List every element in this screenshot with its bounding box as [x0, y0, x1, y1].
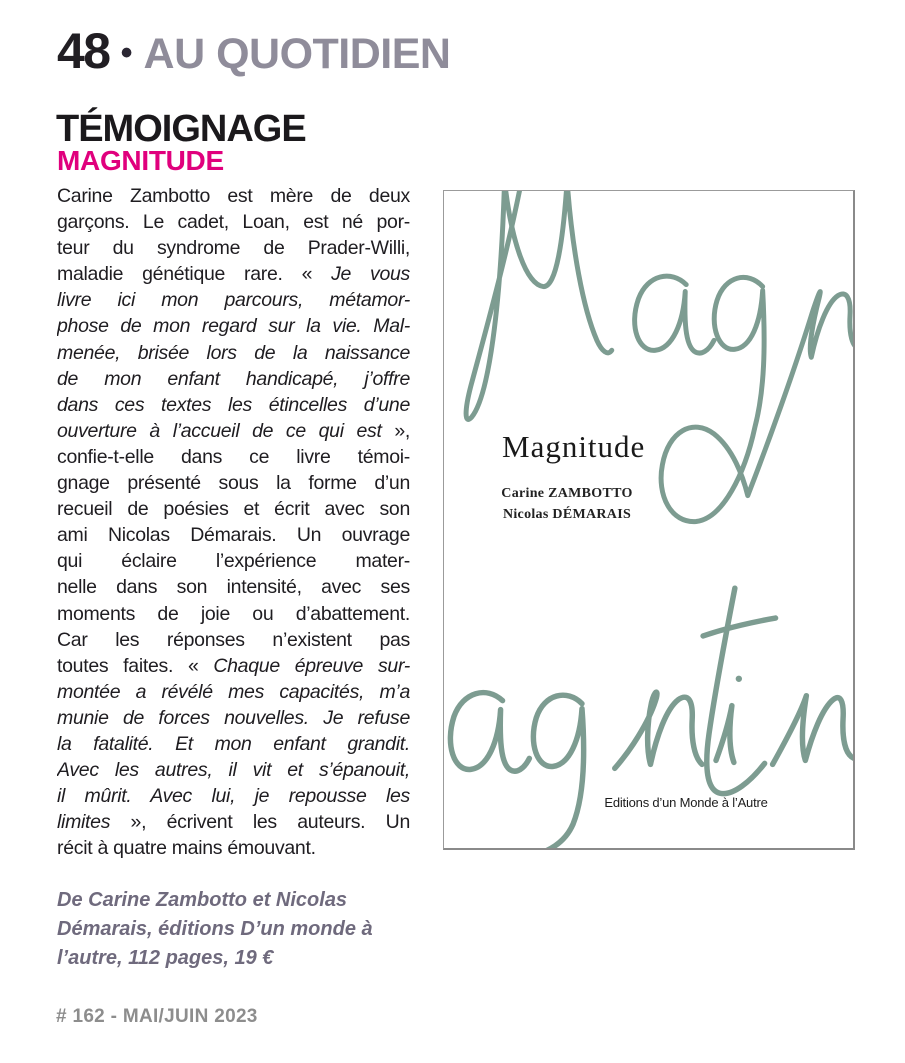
- script-letter-M-peaks: [505, 191, 612, 353]
- body-line: il mûrit. Avec lui, je repousse les: [57, 785, 410, 808]
- body-line: montée a révélé mes capacités, m’a: [57, 680, 410, 703]
- body-line: la fatalité. Et mon enfant grandit.: [57, 732, 410, 755]
- script-letter-i-dot: [736, 676, 742, 682]
- body-line: nelle dans son intensité, avec ses: [57, 576, 410, 599]
- book-cover: [443, 190, 855, 850]
- cover-title: Magnitude: [502, 429, 646, 464]
- body-line: livre ici mon parcours, métamor-: [57, 289, 410, 312]
- body-line: maladie génétique rare. « Je vous: [57, 263, 410, 286]
- body-line: teur du syndrome de Prader-Willi,: [57, 237, 410, 260]
- body-line: ami Nicolas Démarais. Un ouvrage: [57, 524, 410, 547]
- body-line: munie de forces nouvelles. Je refuse: [57, 706, 410, 729]
- body-line: Carine Zambotto est mère de deux: [57, 185, 410, 207]
- issue-label: # 162 - MAI/JUIN 2023: [56, 1006, 258, 1027]
- credit-line: De Carine Zambotto et Nicolas: [57, 889, 348, 911]
- article-credit: [57, 886, 427, 973]
- script-letter-i: [716, 706, 734, 763]
- script-letter-a2: [450, 693, 529, 772]
- script-letter-g-n: [661, 277, 853, 521]
- cover-publisher: Editions d’un Monde à l’Autre: [604, 795, 768, 810]
- credit-line: Démarais, éditions D’un monde à: [57, 918, 373, 940]
- body-line: dans ces textes les étincelles d’une: [57, 393, 410, 416]
- script-letter-a: [635, 276, 714, 353]
- body-line: limites », écrivent les auteurs. Un: [57, 811, 410, 834]
- body-line: toutes faites. « Chaque épreuve sur-: [57, 654, 410, 677]
- body-line: gnage présenté sous la forme d’un: [57, 472, 410, 495]
- script-letter-t-bar: [703, 618, 775, 636]
- body-line: ouverture à l’accueil de ce qui est »,: [57, 419, 410, 442]
- body-line: garçons. Le cadet, Loan, est né por-: [57, 211, 410, 234]
- cover-authors: [464, 483, 670, 525]
- page-header: [57, 23, 451, 79]
- body-line: menée, brisée lors de la naissance: [57, 341, 410, 364]
- body-line: Avec les autres, il vit et s’épanouit,: [57, 759, 410, 782]
- credit-line: l’autre, 112 pages, 19 €: [57, 947, 274, 969]
- body-line: moments de joie ou d’abattement.: [57, 602, 410, 625]
- article-title: MAGNITUDE: [57, 145, 224, 176]
- script-letter-n2: [615, 692, 702, 768]
- body-line: phose de mon regard sur la vie. Mal-: [57, 315, 410, 338]
- body-line: de mon enfant handicapé, j’offre: [57, 367, 410, 390]
- body-line: qui éclaire l’expérience mater-: [57, 550, 410, 573]
- header-bullet: •: [120, 34, 133, 72]
- body-line: récit à quatre mains émouvant.: [57, 837, 316, 860]
- cover-author: Nicolas DÉMARAIS: [502, 507, 632, 522]
- cover-author: Carine ZAMBOTTO: [501, 486, 633, 501]
- body-line: recueil de poésies et écrit avec son: [57, 498, 410, 521]
- script-letter-u: [773, 696, 853, 765]
- article-body: [57, 183, 410, 861]
- body-line: Car les réponses n’existent pas: [57, 628, 410, 651]
- page-number: 48: [57, 23, 110, 79]
- section-title: AU QUOTIDIEN: [143, 30, 451, 78]
- body-line: confie-t-elle dans ce livre témoi-: [57, 445, 410, 468]
- script-lettering-top: [466, 191, 853, 522]
- article-kicker: TÉMOIGNAGE: [56, 108, 306, 150]
